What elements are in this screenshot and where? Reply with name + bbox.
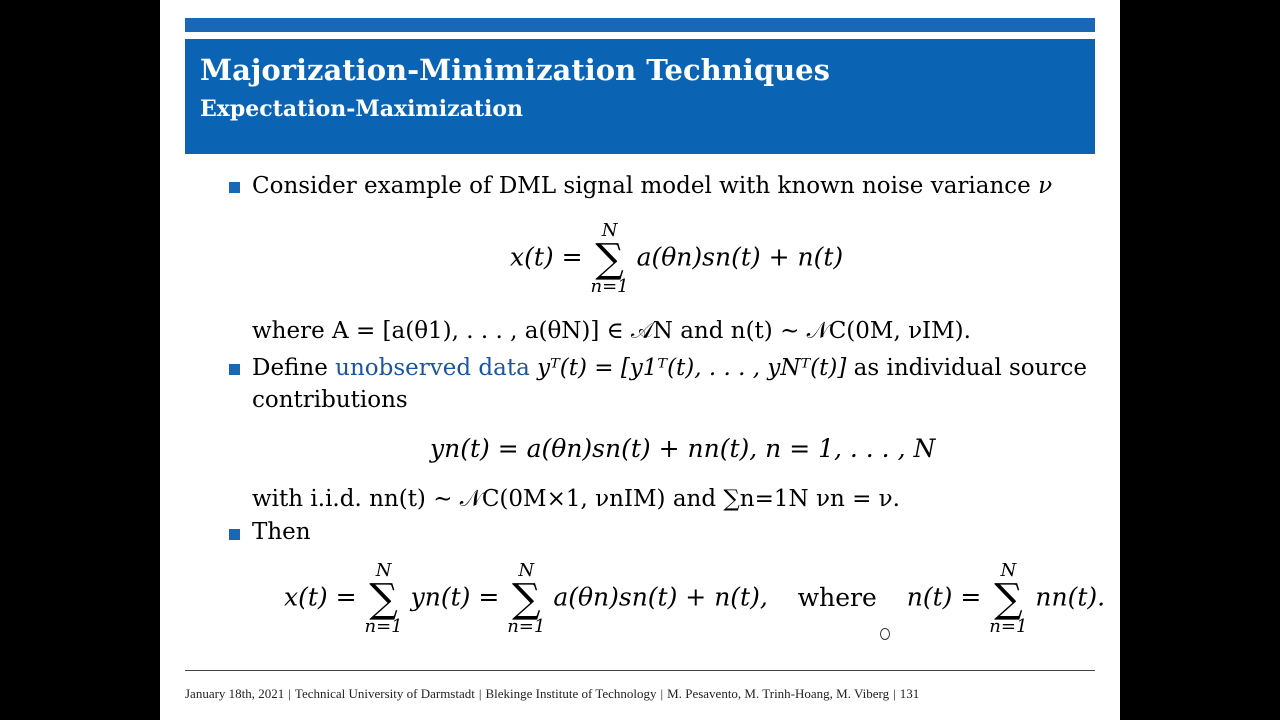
eq3-sum-2-lower: n=1 — [507, 616, 546, 637]
summation-icon: ∑ — [595, 236, 624, 282]
footer: January 18th, 2021 | Technical University of Darmstadt | Blekinge Institute of Technology | M. Pesavento, M. Trinh-Hoang, M. Viberg | 131 — [185, 686, 920, 701]
slide — [160, 0, 1120, 720]
eq3-rhs-lhs: n(t) = — [906, 582, 982, 612]
equation-source-contribution: yn(t) = a(θn)sn(t) + nn(t), n = 1, . . . , N — [430, 434, 936, 463]
header-accent-bar — [185, 18, 1095, 32]
noise-variance-symbol: ν — [1038, 173, 1053, 199]
footer-page-number: 131 — [899, 686, 920, 701]
bullet-marker — [229, 529, 240, 540]
eq3-sum-1 — [365, 562, 403, 636]
eq3-sum-3-upper: N — [1000, 560, 1017, 581]
eq3-sum-2-upper: N — [518, 560, 535, 581]
footer-divider — [185, 670, 1095, 671]
bullet-2-math: yᵀ(t) = [y1ᵀ(t), . . . , yNᵀ(t)] — [537, 355, 847, 381]
bullet-marker — [229, 182, 240, 193]
footer-date: January 18th, 2021 — [185, 686, 285, 701]
header-bar — [185, 39, 1095, 154]
bullet-1-text — [252, 173, 1052, 201]
bullet-2-post: as individual source — [853, 355, 1087, 381]
unobserved-data-link[interactable]: unobserved data — [335, 355, 530, 381]
eq3-sum-3-lower: n=1 — [989, 616, 1028, 637]
with-line: with i.i.d. nn(t) ∼ 𝒩C(0M×1, νnIM) and ∑n=1N νn = ν. — [252, 486, 900, 512]
eq1-lhs: x(t) = — [510, 242, 583, 272]
footer-authors: M. Pesavento, M. Trinh-Hoang, M. Viberg — [667, 686, 890, 701]
eq3-lhs: x(t) = — [284, 582, 357, 612]
eq3-where: where — [797, 582, 877, 612]
slide-title: Majorization-Minimization Techniques — [200, 53, 830, 87]
bullet-marker — [229, 364, 240, 375]
bullet-2-text — [252, 355, 1087, 383]
eq3-mid-1: yn(t) = — [410, 582, 500, 612]
eq3-mid-2: a(θn)sn(t) + n(t), — [553, 582, 768, 612]
equation-signal-model — [510, 222, 843, 296]
eq1-sum — [591, 222, 629, 296]
equation-total-signal — [284, 562, 1105, 636]
bullet-1-sentence: Consider example of DML signal model with known noise variance — [252, 173, 1031, 199]
mouse-cursor-icon — [880, 628, 890, 640]
slide-subtitle: Expectation-Maximization — [200, 96, 524, 122]
bullet-2-line-2: contributions — [252, 387, 408, 413]
footer-org-2: Blekinge Institute of Technology — [485, 686, 657, 701]
eq3-sum-1-lower: n=1 — [364, 616, 403, 637]
eq3-sum-3 — [989, 562, 1027, 636]
summation-icon: ∑ — [369, 576, 398, 622]
summation-icon: ∑ — [994, 576, 1023, 622]
eq1-rhs: a(θn)sn(t) + n(t) — [636, 242, 844, 272]
bullet-2-pre: Define — [252, 355, 328, 381]
footer-org-1: Technical University of Darmstadt — [294, 686, 475, 701]
eq1-sum-upper: N — [601, 220, 618, 241]
eq3-sum-2 — [507, 562, 545, 636]
eq3-sum-1-upper: N — [375, 560, 392, 581]
summation-icon: ∑ — [512, 576, 541, 622]
eq1-sum-lower: n=1 — [590, 276, 629, 297]
eq3-rhs-term: nn(t). — [1035, 582, 1106, 612]
where-line: where A = [a(θ1), . . . , a(θN)] ∈ 𝒜N and n(t) ∼ 𝒩C(0M, νIM). — [252, 318, 971, 344]
bullet-3-text: Then — [252, 519, 311, 545]
